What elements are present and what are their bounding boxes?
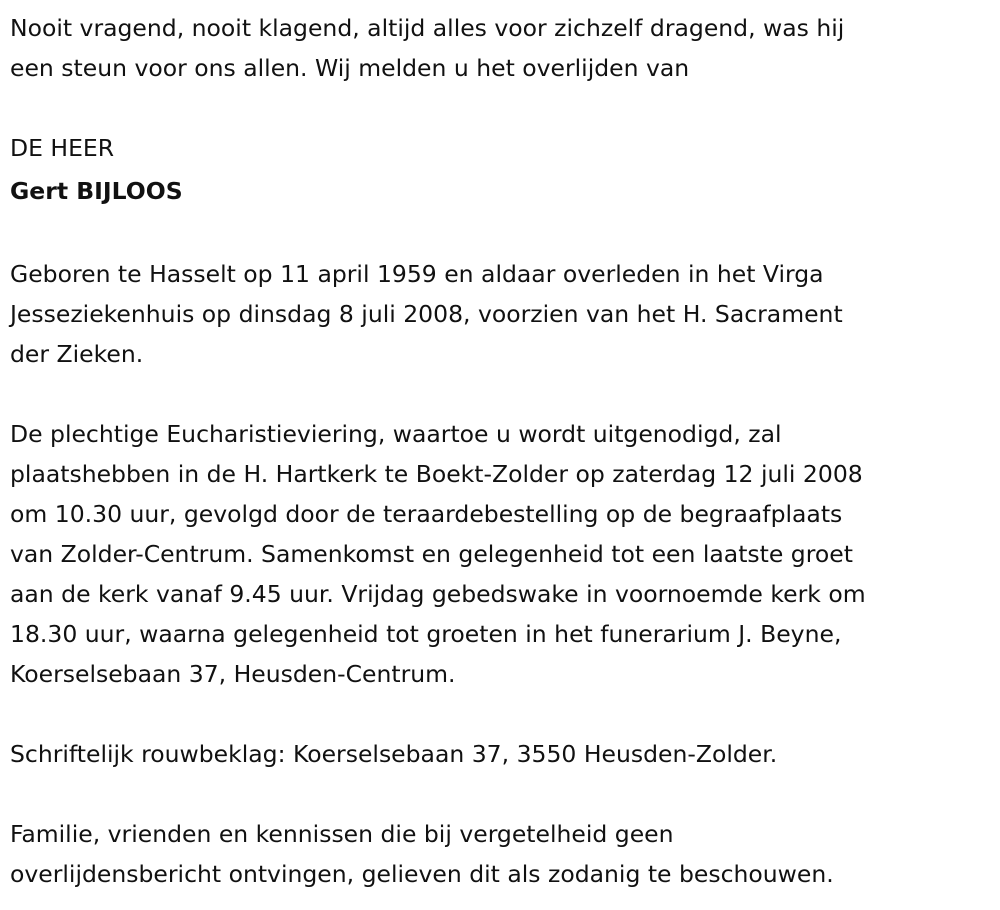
condolences-address: Schriftelijk rouwbeklag: Koerselsebaan 37, 3550 Heusden-Zolder. (10, 740, 778, 768)
intro-paragraph (10, 8, 866, 88)
text-line: Familie, vrienden en kennissen die bij vergetelheid geen (10, 820, 674, 848)
text-line: Geboren te Hasselt op 11 april 1959 en aldaar overleden in het Virga (10, 260, 824, 288)
text-line: De plechtige Eucharistieviering, waartoe u wordt uitgenodigd, zal (10, 420, 782, 448)
text-line: om 10.30 uur, gevolgd door de teraardebestelling op de begraafplaats (10, 500, 843, 528)
text-line: Nooit vragend, nooit klagend, altijd alles voor zichzelf dragend, was hij (10, 14, 845, 42)
ceremony-paragraph (10, 414, 866, 694)
text-line: Koerselsebaan 37, Heusden-Centrum. (10, 660, 456, 688)
text-line: van Zolder-Centrum. Samenkomst en gelegenheid tot een laatste groet (10, 540, 853, 568)
text-line: overlijdensbericht ontvingen, gelieven dit als zodanig te beschouwen. (10, 860, 834, 888)
text-line: 18.30 uur, waarna gelegenheid tot groeten in het funerarium J. Beyne, (10, 620, 842, 648)
text-line: aan de kerk vanaf 9.45 uur. Vrijdag gebedswake in voornoemde kerk om (10, 580, 866, 608)
text-line: Jesseziekenhuis op dinsdag 8 juli 2008, voorzien van het H. Sacrament (10, 300, 843, 328)
obituary-document (10, 8, 866, 894)
text-line: der Zieken. (10, 340, 144, 368)
closing-paragraph (10, 814, 866, 894)
deceased-name: Gert BIJLOOS (10, 177, 183, 205)
birth-death-paragraph (10, 254, 866, 374)
honorific: DE HEER (10, 134, 115, 162)
text-line: plaatshebben in de H. Hartkerk te Boekt-Zolder op zaterdag 12 juli 2008 (10, 460, 863, 488)
text-line: een steun voor ons allen. Wij melden u het overlijden van (10, 54, 690, 82)
